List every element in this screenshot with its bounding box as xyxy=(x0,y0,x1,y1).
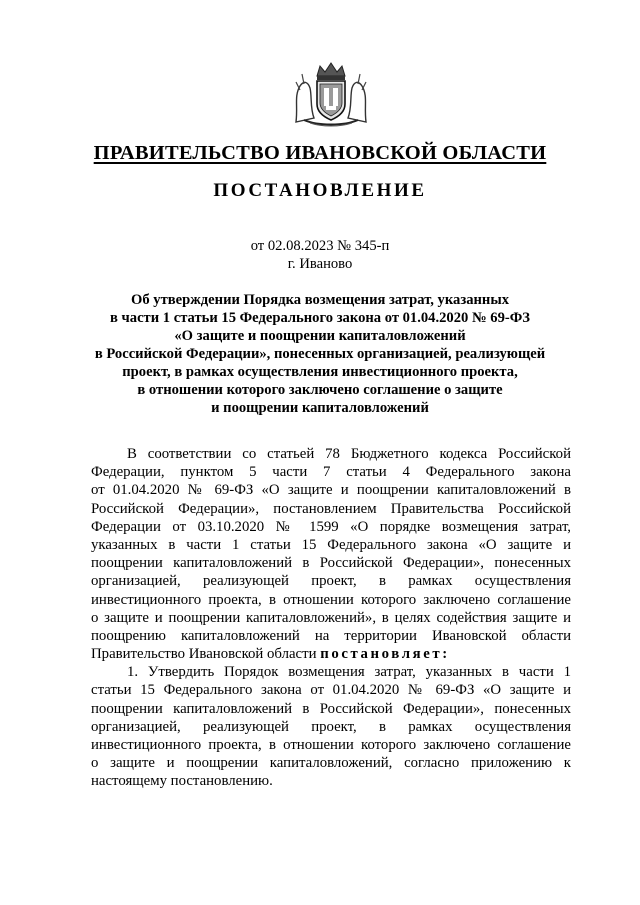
preamble-paragraph xyxy=(91,445,571,663)
city: г. Иваново xyxy=(287,256,353,272)
text-line: 1. Утвердить Порядок возмещения затрат, указанных в части 1 xyxy=(127,664,571,681)
preamble-tail: Правительство Ивановской области xyxy=(91,646,317,663)
text-line: о защите и поощрении капиталовложений, согласно приложению к xyxy=(91,755,571,772)
date-number: от 02.08.2023 № 345-п xyxy=(250,238,390,254)
text-line: организацией, реализующей проект, в рамках осуществления xyxy=(91,718,571,735)
subject-line: в Российской Федерации», понесенных организацией, реализующей xyxy=(94,346,546,362)
document-meta xyxy=(0,237,640,273)
text-line: инвестиционного проекта, в отношении которого заключено соглашение xyxy=(91,591,571,608)
document-body xyxy=(91,445,571,791)
text-line: Федерации, пунктом 5 части 7 статьи 4 Федерального закона xyxy=(91,464,571,481)
text-line: поощрении капиталовложений в Российской Федерации», понесенных xyxy=(91,700,571,717)
text-line: Федерации от 03.10.2020 № 1599 «О порядке возмещения затрат, xyxy=(91,518,571,535)
coat-of-arms-icon xyxy=(290,60,372,128)
text-line: о защите и поощрении капиталовложений», в целях содействия защите и xyxy=(91,609,571,626)
subject-line: «О защите и поощрении капиталовложений xyxy=(174,328,466,344)
government-title: ПРАВИТЕЛЬСТВО ИВАНОВСКОЙ ОБЛАСТИ xyxy=(93,142,547,164)
text-line: инвестиционного проекта, в отношении которого заключено соглашение xyxy=(91,737,571,753)
subject-line: Об утверждении Порядка возмещения затрат, указанных xyxy=(130,292,510,308)
text-line: организацией, реализующей проект, в рамках осуществления xyxy=(91,573,571,590)
decree-word: постановляет: xyxy=(320,646,450,663)
subject-line: в отношении которого заключено соглашение о защите xyxy=(137,382,503,398)
subject-line: в части 1 статьи 15 Федерального закона от 01.04.2020 № 69-ФЗ xyxy=(110,310,530,326)
text-line xyxy=(91,645,571,663)
text-line: от 01.04.2020 № 69-ФЗ «О защите и поощрении капиталовложений в xyxy=(91,482,571,499)
item-1-paragraph xyxy=(91,663,571,790)
text-line: В соответствии со статьей 78 Бюджетного кодекса Российской xyxy=(127,446,571,462)
text-line: поощрению капиталовложений на территории Ивановской области xyxy=(91,627,571,644)
subject-line: проект, в рамках осуществления инвестиционного проекта, xyxy=(122,364,518,380)
text-line: указанных в части 1 статьи 15 Федерального закона «О защите и xyxy=(91,536,571,553)
text-line: поощрении капиталовложений в Российской Федерации», понесенных xyxy=(91,555,571,572)
document-subject xyxy=(0,291,640,417)
text-line: статьи 15 Федерального закона от 01.04.2020 № 69-ФЗ «О защите и xyxy=(91,682,571,699)
text-line: Российской Федерации», постановлением Правительства Российской xyxy=(91,500,571,517)
text-line: настоящему постановлению. xyxy=(91,773,273,790)
subject-line: и поощрении капиталовложений xyxy=(211,400,429,416)
document-type-heading: ПОСТАНОВЛЕНИЕ xyxy=(213,180,427,201)
